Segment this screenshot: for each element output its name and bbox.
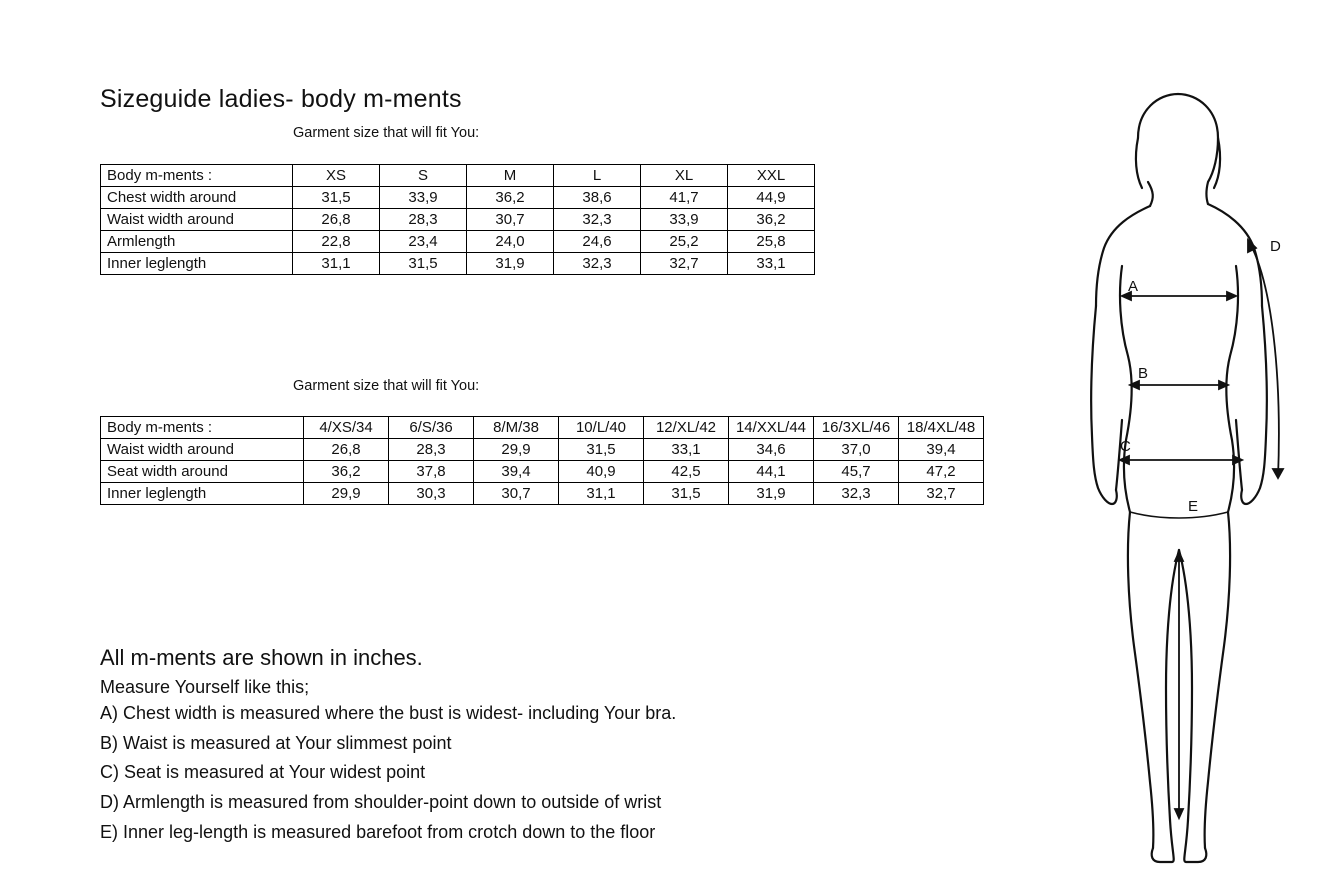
table-cell: 36,2 (304, 461, 389, 483)
table-cell: 30,7 (467, 209, 554, 231)
table-cell: 31,5 (644, 483, 729, 505)
row-label: Inner leglength (101, 483, 304, 505)
column-header: 14/XXL/44 (729, 417, 814, 439)
figure-label-c: C (1120, 438, 1131, 455)
table-cell: 38,6 (554, 187, 641, 209)
table-row (101, 231, 815, 253)
notes-line-a: A) Chest width is measured where the bust is widest- including Your bra. (100, 703, 677, 723)
table-header-row (101, 417, 984, 439)
table-cell: 32,3 (554, 253, 641, 275)
figure-label-e: E (1188, 498, 1199, 515)
table-row (101, 209, 815, 231)
table1-caption: Garment size that will fit You: (293, 125, 480, 141)
table-cell: 39,4 (474, 461, 559, 483)
column-header: S (380, 165, 467, 187)
table-row (101, 439, 984, 461)
page-title: Sizeguide ladies- body m-ments (100, 84, 462, 113)
table-cell: 32,7 (899, 483, 984, 505)
table-cell: 28,3 (380, 209, 467, 231)
table-row (101, 461, 984, 483)
table-cell: 31,5 (293, 187, 380, 209)
table-cell: 31,5 (559, 439, 644, 461)
table-cell: 32,7 (641, 253, 728, 275)
figure-label-b: B (1138, 365, 1149, 382)
table-cell: 24,6 (554, 231, 641, 253)
table-cell: 47,2 (899, 461, 984, 483)
female-body-outline-icon (1020, 80, 1310, 870)
table-cell: 36,2 (467, 187, 554, 209)
table-row (101, 483, 984, 505)
table-cell: 32,3 (814, 483, 899, 505)
column-header: 8/M/38 (474, 417, 559, 439)
figure-label-a: A (1128, 278, 1139, 295)
column-header: XL (641, 165, 728, 187)
table-cell: 41,7 (641, 187, 728, 209)
table-cell: 33,1 (644, 439, 729, 461)
table-cell: 33,1 (728, 253, 815, 275)
measurement-notes (100, 645, 860, 847)
table-cell: 40,9 (559, 461, 644, 483)
table-cell: 31,1 (293, 253, 380, 275)
table-cell: 25,8 (728, 231, 815, 253)
table-cell: 39,4 (899, 439, 984, 461)
table-cell: 26,8 (293, 209, 380, 231)
table-cell: 31,9 (467, 253, 554, 275)
table-row (101, 253, 815, 275)
table-cell: 31,1 (559, 483, 644, 505)
row-label: Armlength (101, 231, 293, 253)
row-label: Chest width around (101, 187, 293, 209)
size-table-letter-sizes (100, 164, 815, 275)
table-cell: 31,9 (729, 483, 814, 505)
table-cell: 37,8 (389, 461, 474, 483)
column-header: 18/4XL/48 (899, 417, 984, 439)
row-label: Inner leglength (101, 253, 293, 275)
column-header: 16/3XL/46 (814, 417, 899, 439)
column-header: M (467, 165, 554, 187)
row-label: Waist width around (101, 209, 293, 231)
column-header: Body m-ments : (101, 417, 304, 439)
figure-label-d: D (1270, 238, 1281, 255)
column-header: Body m-ments : (101, 165, 293, 187)
notes-line-d: D) Armlength is measured from shoulder-point down to outside of wrist (100, 792, 662, 813)
table-cell: 45,7 (814, 461, 899, 483)
table-cell: 30,3 (389, 483, 474, 505)
table-cell: 42,5 (644, 461, 729, 483)
table-cell: 28,3 (389, 439, 474, 461)
row-label: Waist width around (101, 439, 304, 461)
notes-line-e: E) Inner leg-length is measured barefoot from crotch down to the floor (100, 821, 656, 842)
table-cell: 37,0 (814, 439, 899, 461)
table-cell: 36,2 (728, 209, 815, 231)
column-header: XXL (728, 165, 815, 187)
column-header: 10/L/40 (559, 417, 644, 439)
table-cell: 44,9 (728, 187, 815, 209)
table-cell: 31,5 (380, 253, 467, 275)
table-cell: 25,2 (641, 231, 728, 253)
column-header: 12/XL/42 (644, 417, 729, 439)
column-header: 6/S/36 (389, 417, 474, 439)
column-header: XS (293, 165, 380, 187)
column-header: 4/XS/34 (304, 417, 389, 439)
table-cell: 33,9 (380, 187, 467, 209)
size-table-numeric-sizes (100, 416, 984, 505)
column-header: L (554, 165, 641, 187)
table-cell: 29,9 (474, 439, 559, 461)
body-measurement-figure (1020, 80, 1310, 870)
table-cell: 33,9 (641, 209, 728, 231)
table-cell: 26,8 (304, 439, 389, 461)
table-cell: 32,3 (554, 209, 641, 231)
table-cell: 23,4 (380, 231, 467, 253)
table-cell: 34,6 (729, 439, 814, 461)
notes-line-b: B) Waist is measured at Your slimmest point (100, 732, 452, 753)
notes-heading: All m-ments are shown in inches. (100, 645, 423, 670)
table-header-row (101, 165, 815, 187)
table-cell: 24,0 (467, 231, 554, 253)
table-cell: 29,9 (304, 483, 389, 505)
table-cell: 22,8 (293, 231, 380, 253)
table-row (101, 187, 815, 209)
table2-caption: Garment size that will fit You: (293, 378, 480, 394)
table-cell: 44,1 (729, 461, 814, 483)
notes-subheading: Measure Yourself like this; (100, 677, 310, 697)
notes-line-c: C) Seat is measured at Your widest point (100, 762, 426, 783)
row-label: Seat width around (101, 461, 304, 483)
table-cell: 30,7 (474, 483, 559, 505)
